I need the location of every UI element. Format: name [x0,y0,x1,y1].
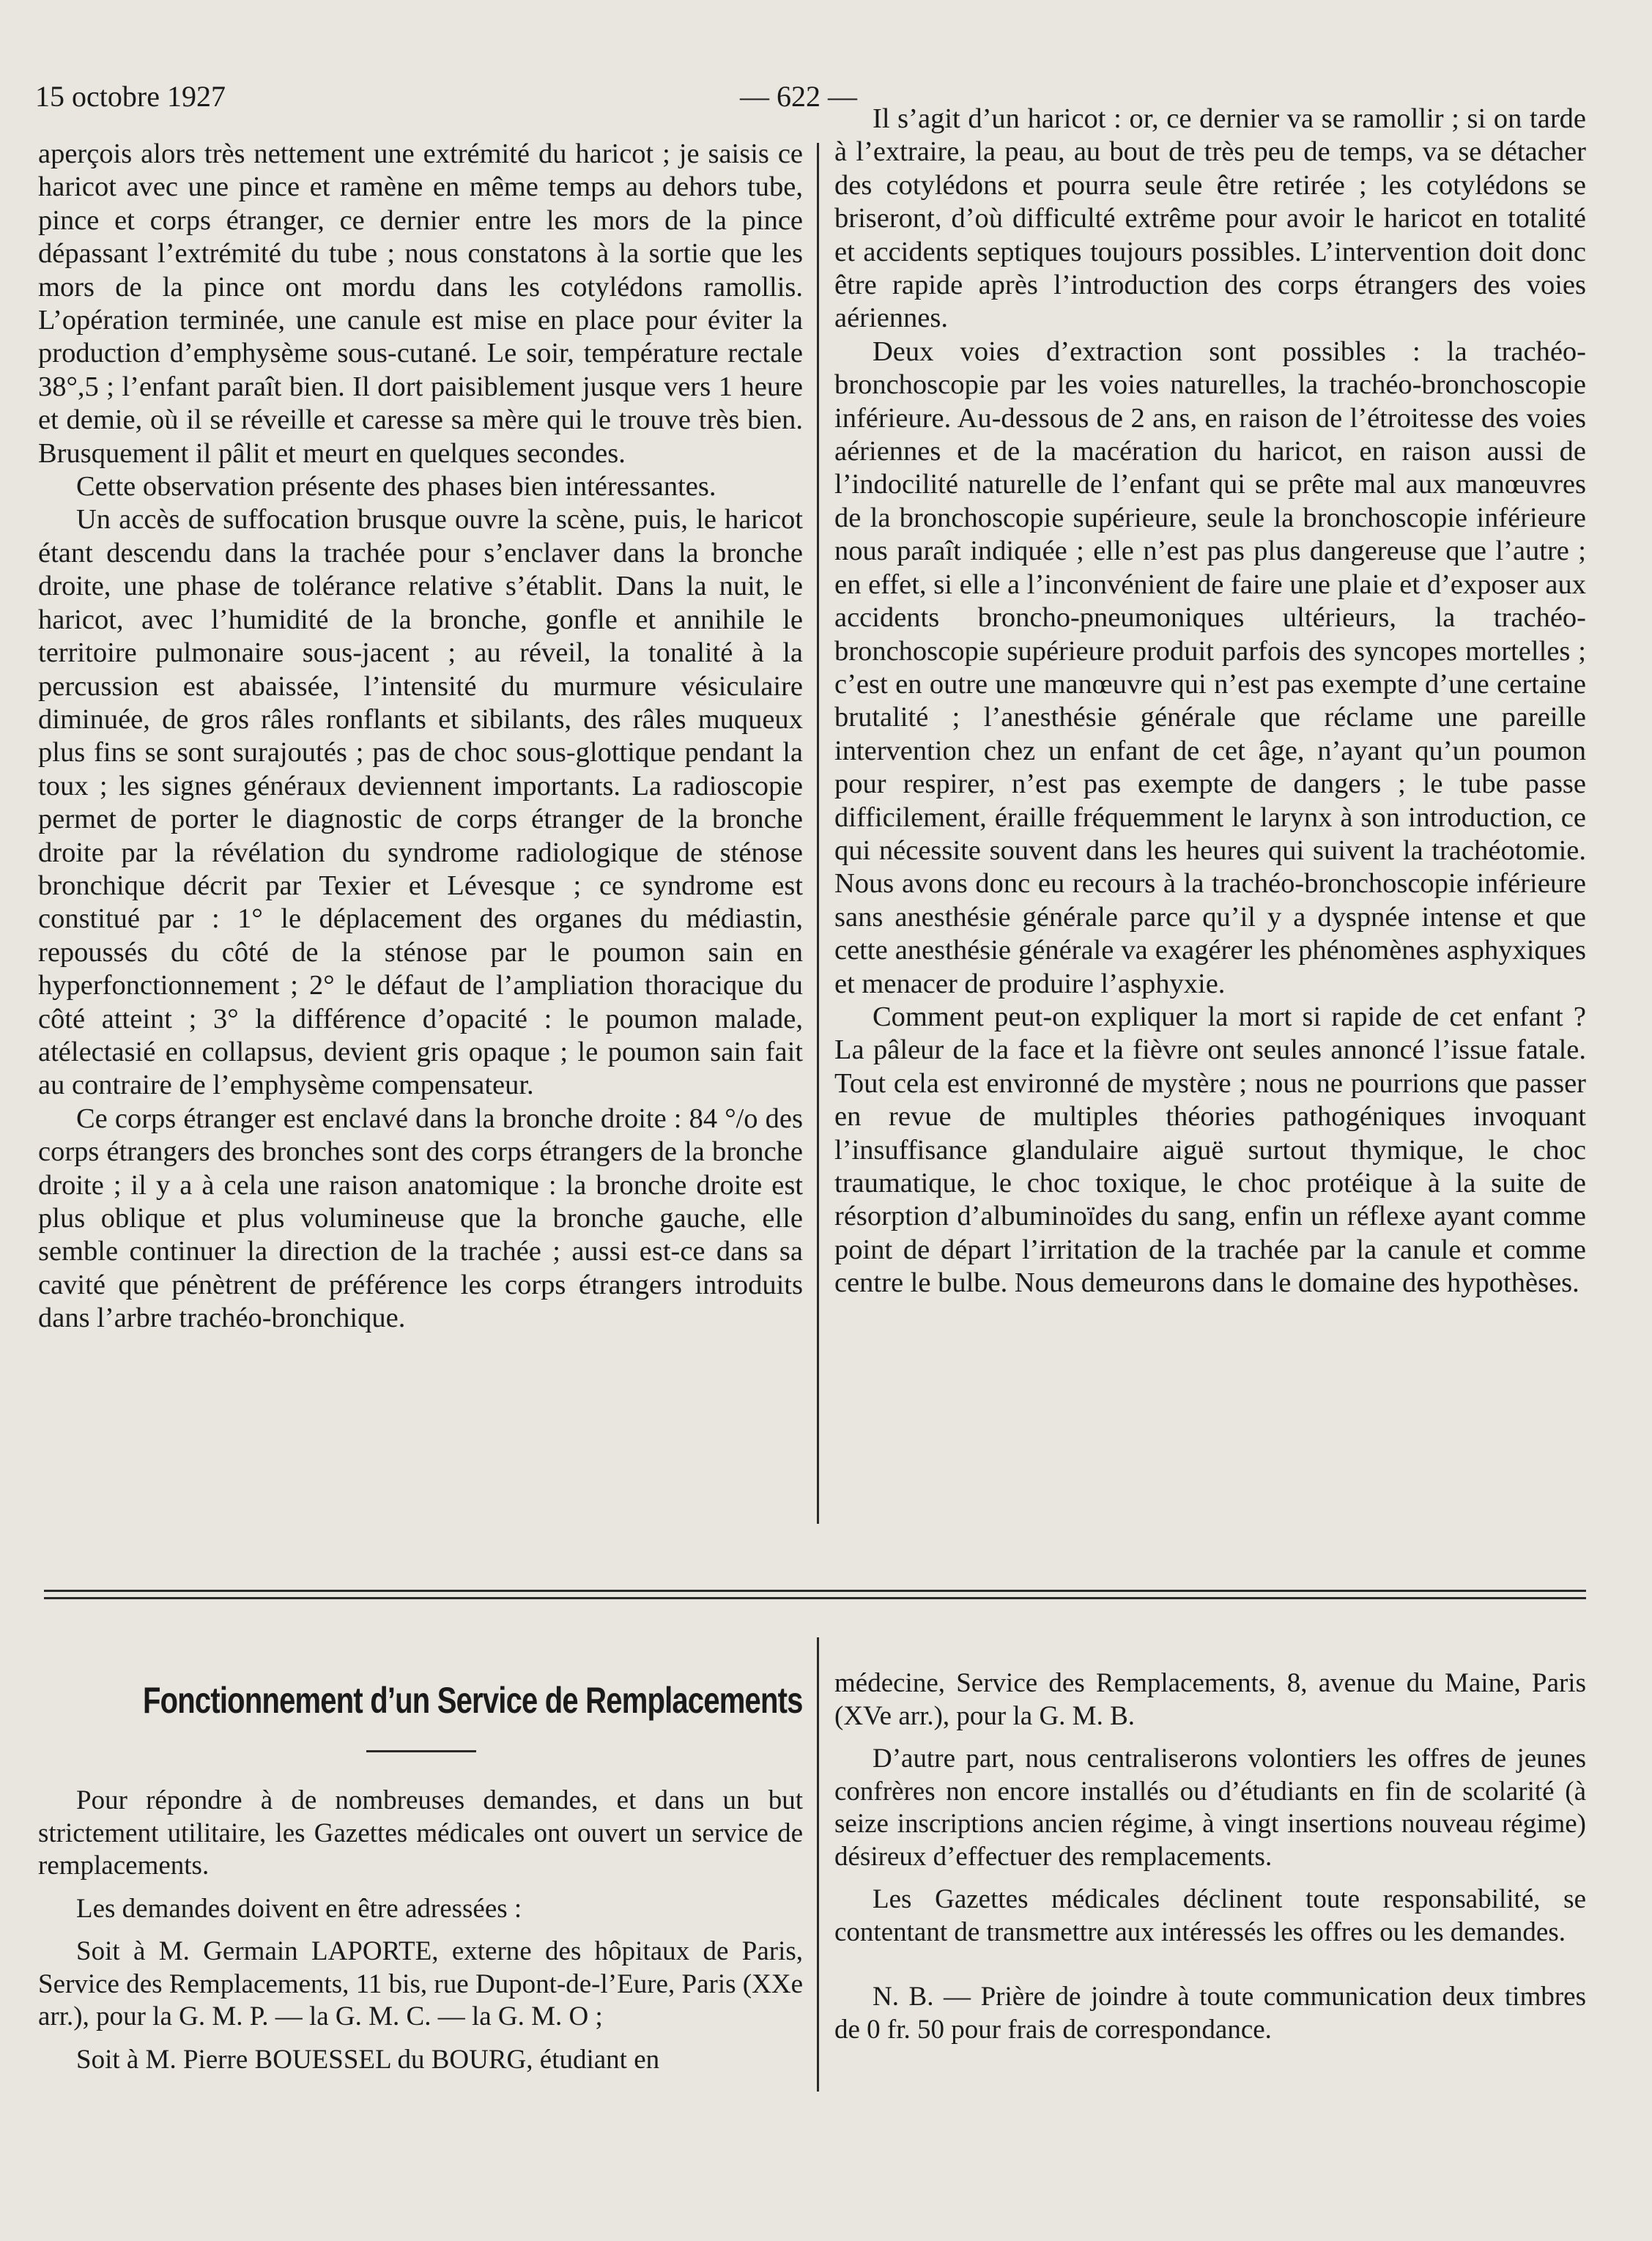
right-column [834,103,1586,1300]
section-left-column [38,1785,803,2076]
paragraph: Pour répondre à de nombreuses demandes, et dans un but strictement utilitaire, les Gazettes médicales ont ouvert un service de remplacements. [38,1785,803,1881]
paragraph: Cette observation présente des phases bien intéressantes. [76,471,716,503]
column-divider [817,143,819,1524]
section-title: Fonctionnement d’un Service de Remplacements [143,1680,803,1721]
section-divider-bottom [44,1597,1586,1599]
paragraph: N. B. — Prière de joindre à toute communication deux timbres de 0 fr. 50 pour frais de correspondance. [834,1982,1586,2045]
paragraph: Il s’agit d’un haricot : or, ce dernier va se ramollir ; si on tarde à l’extraire, la peau, au bout de très peu de temps, va se détacher des cotylédons et pourra seule être retirée ; les cotylédons se briseront, d’où difficulté extrême pour avoir le haricot en totalité et accidents septiques toujours possibles. L’intervention doit donc être rapide après l’introduction des corps étrangers des voies aériennes. [834,103,1586,334]
title-underline [366,1750,476,1752]
paragraph: Un accès de suffocation brusque ouvre la scène, puis, le haricot étant descendu dans la trachée pour s’enclaver dans la bronche droite, une phase de tolérance relative s’établit. Dans la nuit, le haricot, avec l’humidité de la bronche, gonfle et annihile le territoire pulmonaire sous-jacent ; au réveil, la tonalité à la percussion est abaissée, l’intensité du murmure vésiculaire diminuée, de gros râles ronflants et sibilants, des râles muqueux plus fins se sont surajoutés ; pas de choc sous-glottique pendant la toux ; les signes généraux deviennent importants. La radioscopie permet de porter le diagnostic de corps étranger de la bronche droite par la révélation du syndrome radiologique de sténose bronchique décrit par Texier et Lévesque ; ce syndrome est constitué par : 1° le déplacement des organes du médiastin, repoussés du côté de la sténose par le poumon sain en hyperfonctionnement ; 2° le défaut de l’ampliation thoracique du côté atteint ; 3° la différence d’opacité : le poumon malade, atélectasié en collapsus, devient gris opaque ; le poumon sain fait au contraire de l’emphysème compensateur. [38,504,803,1101]
paragraph: médecine, Service des Remplacements, 8, avenue du Maine, Paris (XVe arr.), pour la G. M. B. [834,1668,1586,1731]
paragraph: aperçois alors très nettement une extrémité du haricot ; je saisis ce haricot avec une pince et ramène en même temps au dehors tube, pince et corps étranger, ce dernier entre les mors de la pince dépassant l’extrémité du tube ; nous constatons à la sortie que les mors de la pince ont mordu dans les cotylédons ramollis. L’opération terminée, une canule est mise en place pour éviter la production d’emphysème sous-cutané. Le soir, température rectale 38°,5 ; l’enfant paraît bien. Il dort paisiblement jusque vers 1 heure et demie, où il se réveille et caresse sa mère qui le trouve très bien. Brusquement il pâlit et meurt en quelques secondes. [38,138,803,469]
paragraph: Comment peut-on expliquer la mort si rapide de cet enfant ? La pâleur de la face et la fièvre ont seules annoncé l’issue fatale. Tout cela est environné de mystère ; nous ne pourrions que passer en revue de multiples théories pathogéniques invoquant l’insuffisance glandulaire aiguë surtout thymique, le choc traumatique, le choc toxique, le choc protéique à la suite de résorption d’albuminoïdes du sang, enfin un réflexe ayant comme point de départ l’irritation de la trachée par la canule et comme centre le bulbe. Nous demeurons dans le domaine des hypothèses. [834,1001,1586,1299]
paragraph: Les Gazettes médicales déclinent toute responsabilité, se contentant de transmettre aux intéressés les offres ou les demandes. [834,1884,1586,1947]
issue-date: 15 octobre 1927 [35,80,226,113]
paragraph: Soit à M. Pierre BOUESSEL du BOURG, étudiant en [76,2044,660,2075]
page-number: — 622 — [740,80,857,113]
paragraph: Soit à M. Germain LAPORTE, externe des hôpitaux de Paris, Service des Remplacements, 11 bis, rue Dupont-de-l’Eure, Paris (XXe arr.), pour la G. M. P. — la G. M. C. — la G. M. O ; [38,1936,803,2031]
section-divider-top [44,1590,1586,1592]
section-column-divider [817,1637,819,2092]
paragraph: Deux voies d’extraction sont possibles : la trachéo-bronchoscopie par les voies naturelles, la trachéo-bronchoscopie inférieure. Au-dessous de 2 ans, en raison de l’étroitesse des voies aériennes et de la macération du haricot, en raison aussi de l’indocilité naturelle de l’enfant qui se prête mal aux manœuvres de la bronchoscopie supérieure, seule la bronchoscopie inférieure nous paraît indiquée ; elle n’est pas plus dangereuse que l’autre ; en effet, si elle a l’inconvénient de faire une plaie et d’exposer aux accidents broncho-pneumoniques ultérieurs, la trachéo-bronchoscopie supérieure produit parfois des syncopes mortelles ; c’est en outre une manœuvre qui n’est pas exempte d’une certaine brutalité ; l’anesthésie générale que réclame une pareille intervention chez un enfant de cet âge, n’ayant qu’un poumon pour respirer, n’est pas exempte de dangers ; le tube passe difficilement, éraille fréquemment le larynx à son introduction, ce qui nécessite souvent dans les heures qui suivent la trachéotomie. Nous avons donc eu recours à la trachéo-bronchoscopie inférieure sans anesthésie générale parce qu’il y a dyspnée intense et que cette anesthésie générale va exagérer les phénomènes asphyxiques et menacer de produire l’asphyxie. [834,336,1586,999]
paragraph: D’autre part, nous centraliserons volontiers les offres de jeunes confrères non encore installés ou d’étudiants en fin de scolarité (à seize inscriptions ancien régime, à vingt insertions nouveau régime) désireux d’effectuer des remplacements. [834,1744,1586,1872]
paragraph: Les demandes doivent en être adressées : [76,1893,522,1924]
paragraph: Ce corps étranger est enclavé dans la bronche droite : 84 °/o des corps étrangers des bronches sont des corps étrangers de la bronche droite ; il y a à cela une raison anatomique : la bronche droite est plus oblique et plus volumineuse que la bronche gauche, elle semble continuer la direction de la trachée ; aussi est-ce dans sa cavité que pénètrent de préférence les corps étrangers introduits dans l’arbre trachéo-bronchique. [38,1103,803,1334]
left-column [38,138,803,1336]
section-right-column [834,1667,1586,2046]
